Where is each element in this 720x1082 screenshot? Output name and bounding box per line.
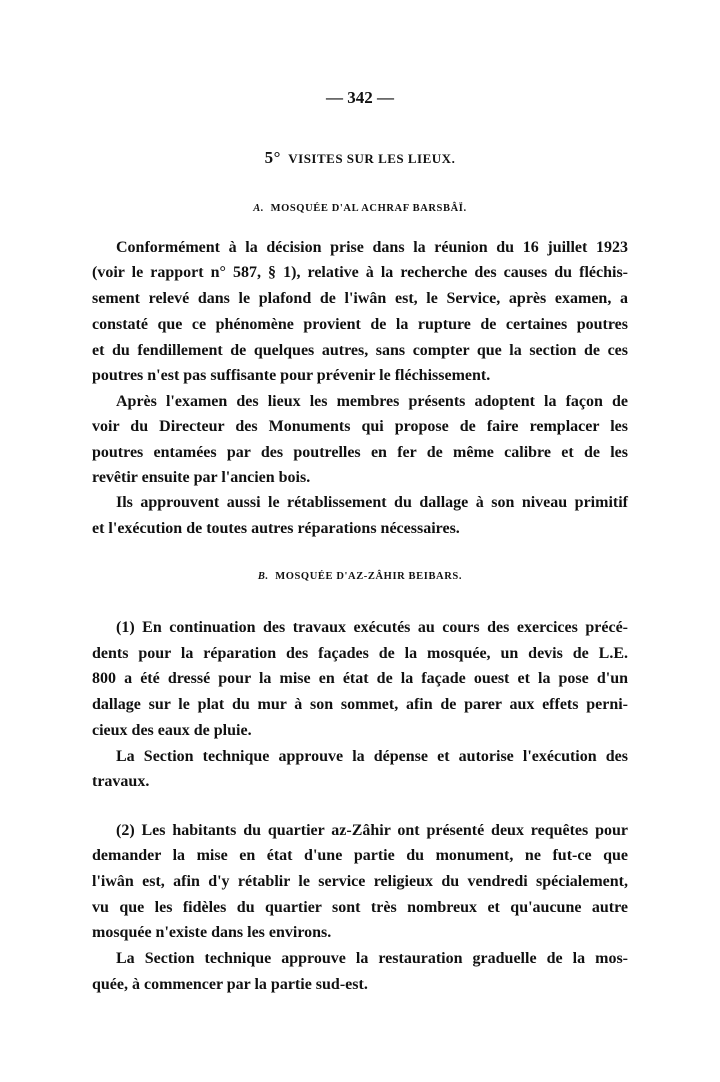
text-line: Après l'examen des lieux les membres présents adoptent la façon de xyxy=(116,393,628,410)
subsection-heading-b xyxy=(0,571,720,582)
text-line: La Section technique approuve la dépense et autorise l'exécution des xyxy=(116,748,628,765)
text-line: mosquée n'existe dans les environs. xyxy=(92,924,332,941)
text-line: et du fendillement de quelques autres, sans compter que la section de ces xyxy=(92,342,628,359)
text-line: dents pour la réparation des façades de la mosquée, un devis de L.E. xyxy=(92,645,628,662)
text-line: travaux. xyxy=(92,773,150,790)
subsection-letter: B. xyxy=(257,571,269,582)
section-number: 5° xyxy=(264,148,281,167)
text-line: dallage sur le plat du mur à son sommet, afin de parer aux effets perni- xyxy=(92,696,628,713)
text-line: revêtir ensuite par l'ancien bois. xyxy=(92,469,311,486)
section-title: VISITES SUR LES LIEUX. xyxy=(288,151,456,166)
text-line: sement relevé dans le plafond de l'iwân est, le Service, après examen, a xyxy=(92,290,628,307)
subsection-title: MOSQUÉE D'AL ACHRAF BARSBÂÏ. xyxy=(270,203,467,214)
subsection-letter: A. xyxy=(253,203,265,214)
text-line: (1) En continuation des travaux exécutés au cours des exercices précé- xyxy=(116,619,628,636)
section-heading xyxy=(0,148,720,168)
text-line: quée, à commencer par la partie sud-est. xyxy=(92,976,368,993)
text-line: poutres entamées par des poutrelles en fer de même calibre et de les xyxy=(92,444,628,461)
text-line: 800 a été dressé pour la mise en état de la façade ouest et la pose d'un xyxy=(92,670,628,687)
subsection-heading-a xyxy=(0,203,720,214)
text-line: demander la mise en état d'une partie du monument, ne fut-ce que xyxy=(92,847,628,864)
page-number: — 342 — xyxy=(326,88,394,107)
text-line: La Section technique approuve la restauration graduelle de la mos- xyxy=(116,950,628,967)
text-line: et l'exécution de toutes autres réparations nécessaires. xyxy=(92,520,460,537)
text-line: (voir le rapport n° 587, § 1), relative à la recherche des causes du fléchis- xyxy=(92,264,628,281)
text-line: (2) Les habitants du quartier az-Zâhir ont présenté deux requêtes pour xyxy=(116,822,628,839)
text-line: voir du Directeur des Monuments qui propose de faire remplacer les xyxy=(92,418,628,435)
text-line: Ils approuvent aussi le rétablissement du dallage à son niveau primitif xyxy=(116,494,628,511)
text-line: poutres n'est pas suffisante pour prévenir le fléchissement. xyxy=(92,367,491,384)
subsection-title: MOSQUÉE D'AZ-ZÂHIR BEIBARS. xyxy=(275,571,463,582)
text-line: l'iwân est, afin d'y rétablir le service religieux du vendredi spécialement, xyxy=(92,873,628,890)
text-line: cieux des eaux de pluie. xyxy=(92,722,252,739)
text-line: Conformément à la décision prise dans la réunion du 16 juillet 1923 xyxy=(116,239,628,256)
text-line: vu que les fidèles du quartier sont très nombreux et qu'aucune autre xyxy=(92,899,628,916)
text-line: constaté que ce phénomène provient de la rupture de certaines poutres xyxy=(92,316,628,333)
